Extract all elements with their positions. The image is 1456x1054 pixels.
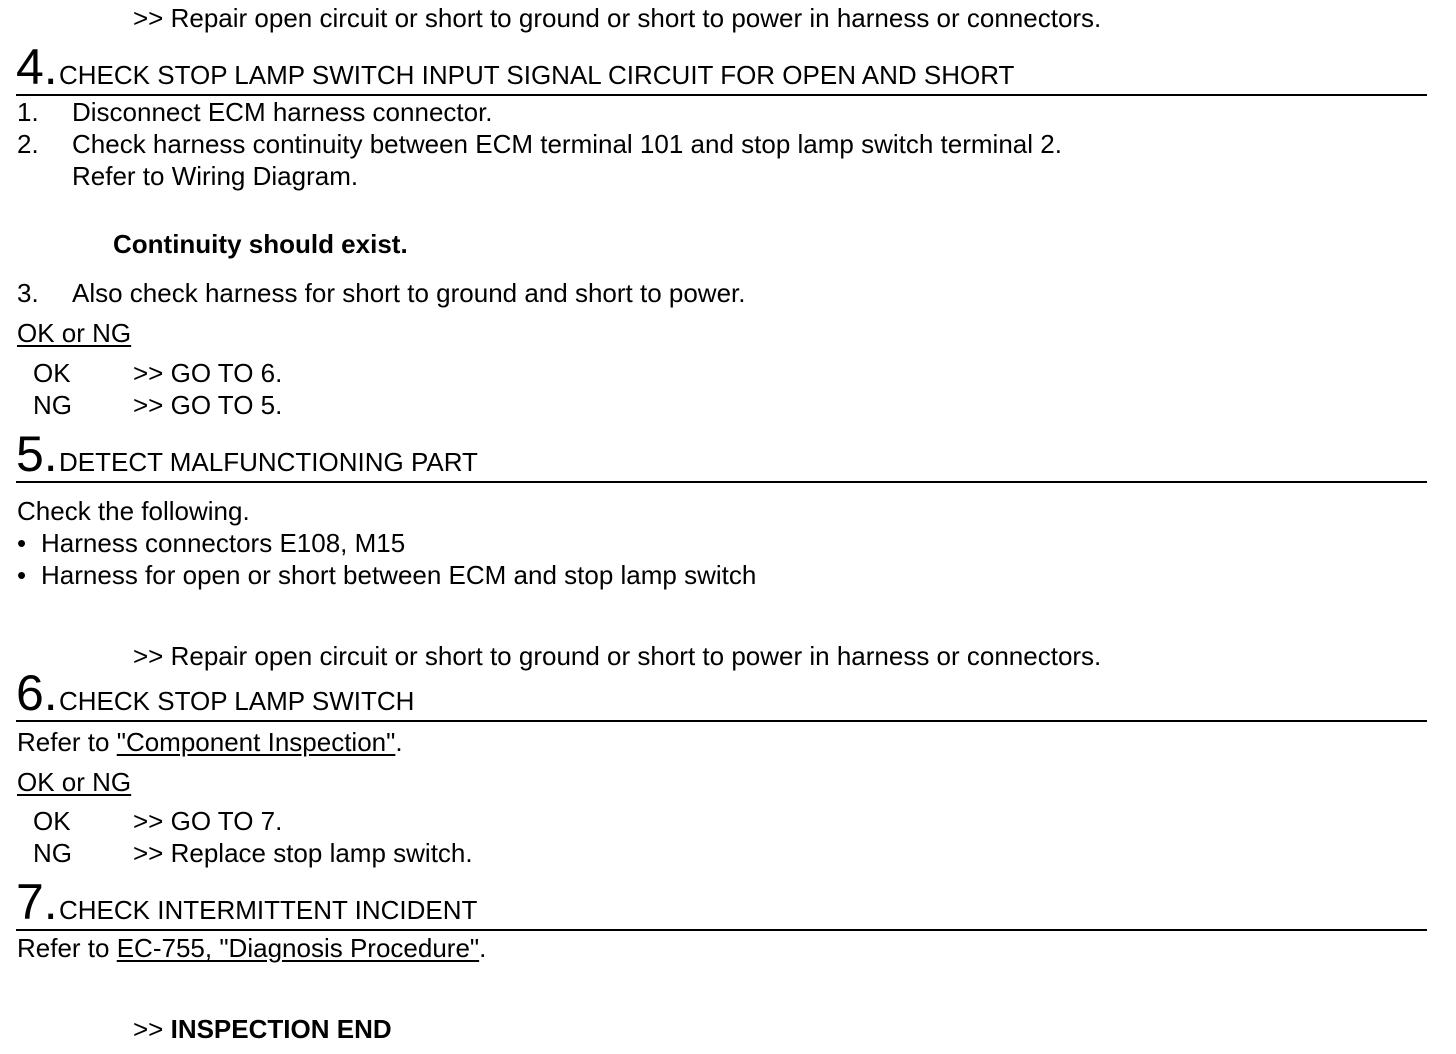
continuity-spec: Continuity should exist. <box>113 229 408 259</box>
step-7-refer <box>17 932 486 964</box>
step-4-item-1-text: Disconnect ECM harness connector. <box>72 97 493 127</box>
inspection-end <box>133 1013 392 1045</box>
step-4-item-1-num: 1. <box>17 97 39 127</box>
step-6-refer <box>17 726 403 758</box>
step-4-item-2-text: Check harness continuity between ECM terminal 101 and stop lamp switch terminal 2. <box>72 129 1062 159</box>
step-6-ng-label: NG <box>33 838 72 868</box>
step-6-refer-suffix: . <box>395 727 403 757</box>
step-4-item-2-num: 2. <box>17 129 39 159</box>
step-4-header <box>16 39 1427 96</box>
step-6-refer-prefix: Refer to <box>17 727 117 757</box>
step-7-title: CHECK INTERMITTENT INCIDENT <box>59 895 478 925</box>
step-6-number: 6. <box>16 665 58 721</box>
step-6-ok-label: OK <box>33 806 71 836</box>
step-7-number: 7. <box>16 874 58 930</box>
step-5-number: 5. <box>16 426 58 482</box>
step-6-ok-action: >> GO TO 7. <box>133 806 283 836</box>
step-5-result: >> Repair open circuit or short to ground or short to power in harness or connectors. <box>133 641 1102 671</box>
step-4-ok-action: >> GO TO 6. <box>133 358 283 388</box>
step-4-title: CHECK STOP LAMP SWITCH INPUT SIGNAL CIRCUIT FOR OPEN AND SHORT <box>59 60 1015 90</box>
step-7-refer-suffix: . <box>479 933 487 963</box>
step-7-refer-prefix: Refer to <box>17 933 117 963</box>
step-5-intro: Check the following. <box>17 496 250 526</box>
inspection-end-text: INSPECTION END <box>170 1014 392 1044</box>
step-7-header <box>16 874 1427 931</box>
step-6-ok-ng-label: OK or NG <box>17 767 132 797</box>
step-4-item-2-continuation: Refer to Wiring Diagram. <box>72 161 359 191</box>
component-inspection-link[interactable]: "Component Inspection" <box>116 727 396 757</box>
step-5-header <box>16 426 1427 483</box>
top-result-text: >> Repair open circuit or short to ground or short to power in harness or connectors. <box>133 3 1102 33</box>
step-5-bullet-2: Harness for open or short between ECM and stop lamp switch <box>41 560 757 590</box>
step-5-bullet-1: Harness connectors E108, M15 <box>41 528 406 558</box>
step-4-ng-label: NG <box>33 390 72 420</box>
step-6-ng-action: >> Replace stop lamp switch. <box>133 838 473 868</box>
bullet-icon: • <box>17 528 27 558</box>
step-4-item-3-text: Also check harness for short to ground and short to power. <box>72 278 746 308</box>
inspection-end-prefix: >> <box>133 1014 171 1044</box>
step-4-ng-action: >> GO TO 5. <box>133 390 283 420</box>
step-5-title: DETECT MALFUNCTIONING PART <box>59 447 478 477</box>
step-4-ok-label: OK <box>33 358 71 388</box>
step-4-number: 4. <box>16 39 58 95</box>
bullet-icon: • <box>17 560 27 590</box>
step-6-title: CHECK STOP LAMP SWITCH <box>59 686 415 716</box>
diagnosis-procedure-link[interactable]: EC-755, "Diagnosis Procedure" <box>116 933 480 963</box>
step-6-header <box>16 665 1427 722</box>
step-4-item-3-num: 3. <box>17 278 39 308</box>
step-4-ok-ng-label: OK or NG <box>17 318 132 348</box>
